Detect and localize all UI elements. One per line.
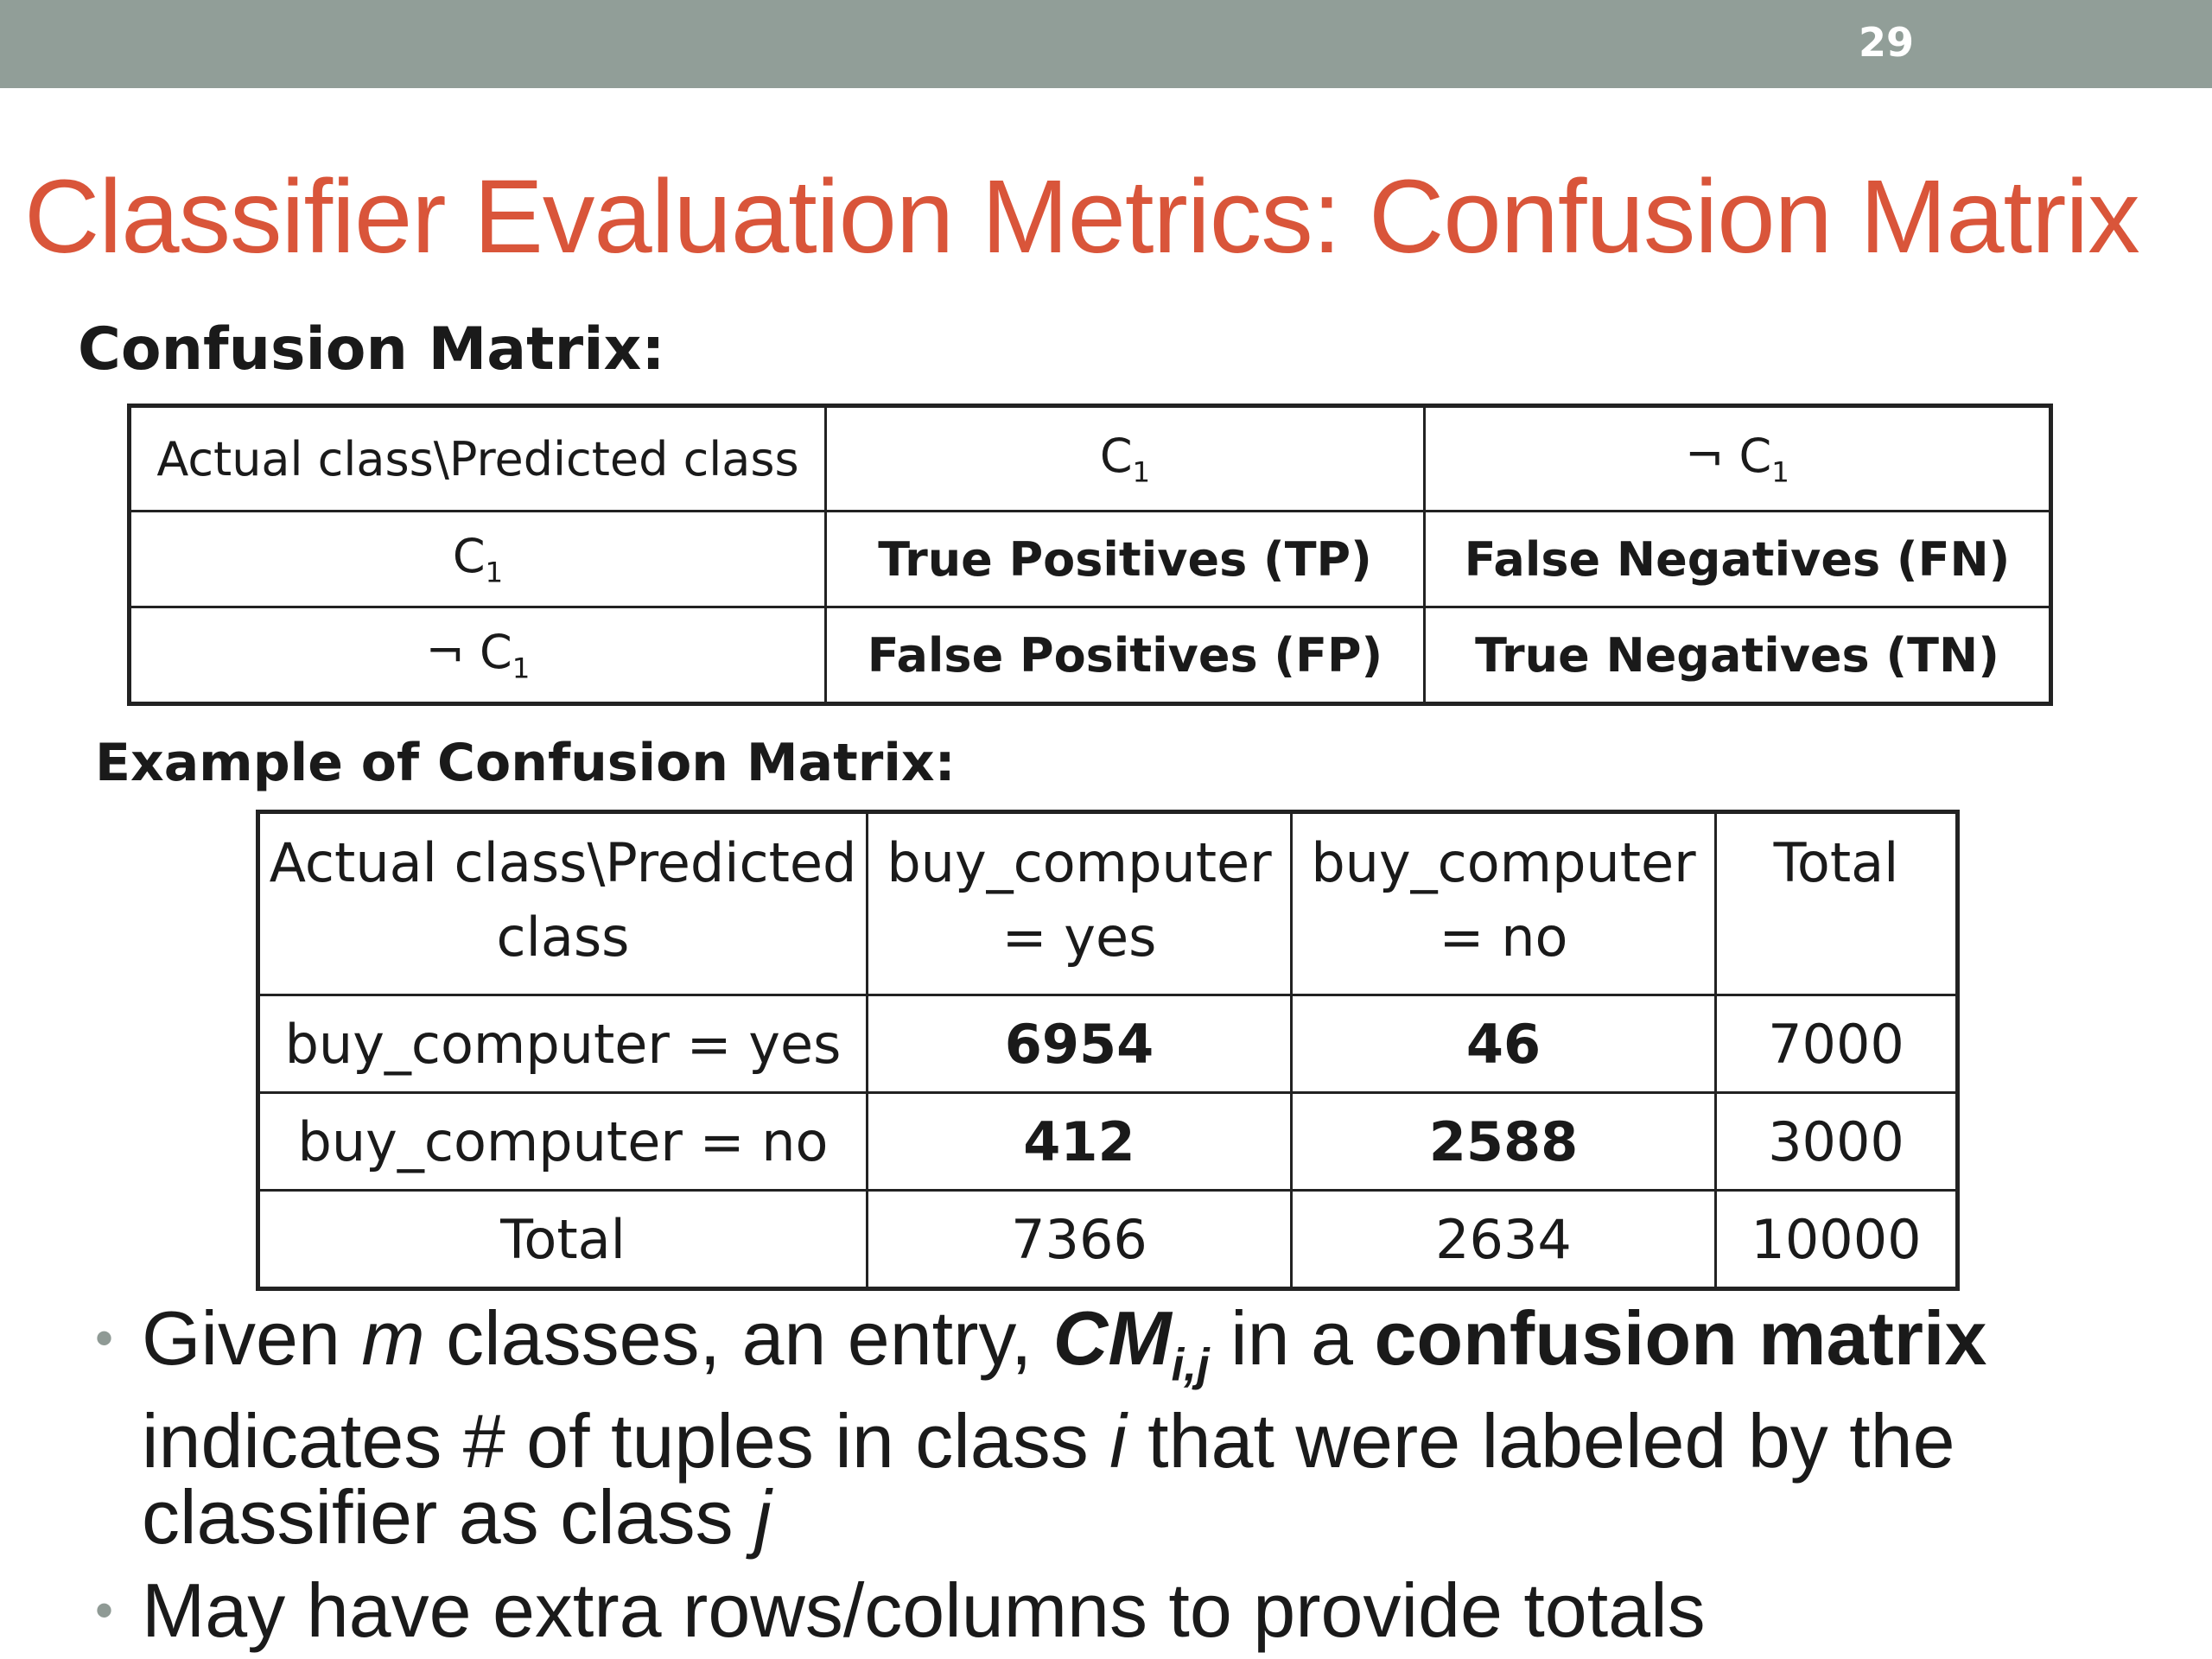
table-header-row (258, 812, 1958, 995)
table-row (130, 512, 2051, 607)
cell-false-positives: False Positives (FP) (826, 607, 1425, 704)
row-label: buy_computer = no (258, 1093, 868, 1191)
confusion-matrix-heading: Confusion Matrix: (78, 315, 665, 384)
corner-cell: Actual class\Predicted class (130, 406, 826, 512)
cell-value: 2588 (1292, 1093, 1716, 1191)
row-label: buy_computer = yes (258, 995, 868, 1093)
header-total: Total (1716, 812, 1958, 995)
example-heading: Example of Confusion Matrix: (95, 733, 956, 793)
cell-total: 3000 (1716, 1093, 1958, 1191)
header-not-c1: ¬ $C_1$ (1425, 406, 2051, 512)
bullet-item (95, 1295, 2186, 1560)
cell-value: 46 (1292, 995, 1716, 1093)
bullet-text: Given m classes, an entry, $CM_{i,j}$ in a confusion matrix indicates # of tuples in class i that were labeled by the classifier as class j (142, 1295, 1987, 1560)
row-label: Total (258, 1191, 868, 1289)
table-row (130, 406, 2051, 512)
confusion-matrix-table (127, 404, 2053, 706)
cell-true-positives: True Positives (TP) (826, 512, 1425, 607)
corner-cell: Actual class\Predicted class (258, 812, 868, 995)
bullet-item (95, 1567, 2186, 1654)
table-row (258, 1093, 1958, 1191)
table-row (258, 995, 1958, 1093)
cell-total: 2634 (1292, 1191, 1716, 1289)
cell-value: 412 (868, 1093, 1292, 1191)
header-buy-no: buy_computer = no (1292, 812, 1716, 995)
slide-top-bar (0, 0, 2212, 88)
row-label-c1: $C_1$ (130, 512, 826, 607)
example-confusion-matrix-table (256, 810, 1960, 1291)
cell-true-negatives: True Negatives (TN) (1425, 607, 2051, 704)
row-label-not-c1: ¬ $C_1$ (130, 607, 826, 704)
cell-value: 6954 (868, 995, 1292, 1093)
header-buy-yes: buy_computer = yes (868, 812, 1292, 995)
table-row (258, 1191, 1958, 1289)
bullet-list (95, 1295, 2186, 1654)
cell-total: 10000 (1716, 1191, 1958, 1289)
table-row (130, 607, 2051, 704)
bullet-dot-icon: • (95, 1309, 114, 1367)
slide-number: 29 (1858, 19, 1914, 66)
slide-title: Classifier Evaluation Metrics: Confusion Matrix (24, 157, 2139, 275)
bullet-text: May have extra rows/columns to provide totals (142, 1567, 1706, 1654)
cell-false-negatives: False Negatives (FN) (1425, 512, 2051, 607)
cell-total: 7000 (1716, 995, 1958, 1093)
bullet-dot-icon: • (95, 1581, 114, 1640)
cell-total: 7366 (868, 1191, 1292, 1289)
header-c1: $C_1$ (826, 406, 1425, 512)
